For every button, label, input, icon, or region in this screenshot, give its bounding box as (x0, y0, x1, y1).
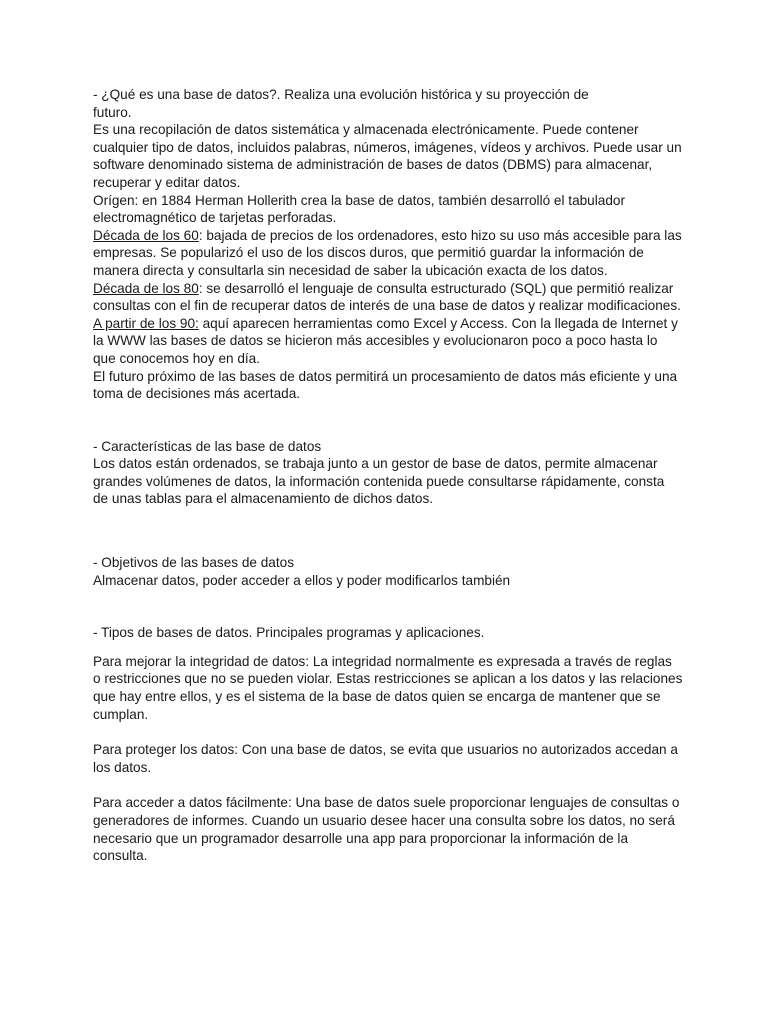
document-page (93, 86, 683, 865)
section-paragraph: Para acceder a datos fácilmente: Una base de datos suele proporcionar lenguajes de consultas o generadores de informes. Cuando un usuario desee hacer una consulta sobre los datos, no será necesario que un programador desarrolle una app para proporcionar la información de la consulta. (93, 795, 680, 864)
origin-paragraph: Orígen: en 1884 Herman Hollerith crea la base de datos, también desarrolló el tabulador electromagnético de tarjetas perforadas. (93, 192, 625, 226)
section-paragraph: Almacenar datos, poder acceder a ellos y poder modificarlos también (93, 572, 511, 588)
section-heading: - Tipos de bases de datos. Principales programas y aplicaciones. (93, 625, 485, 641)
section-heading: - Objetivos de las bases de datos (93, 555, 294, 571)
definition-paragraph: Es una recopilación de datos sistemática y almacenada electrónicamente. Puede contener cualquier tipo de datos, incluidos palabras, números, imágenes, vídeos y archivos. Puede usar un software denominado sistema de administración de bases de datos (DBMS) para almacenar, recuperar y editar datos. (93, 122, 682, 190)
decade-60-label: Década de los 60 (93, 227, 199, 243)
future-paragraph: El futuro próximo de las bases de datos permitirá un procesamiento de datos más eficiente y una toma de decisiones más acertada. (93, 368, 678, 402)
section-paragraph: Para mejorar la integridad de datos: La integridad normalmente es expresada a través de reglas o restricciones que no se pueden violar. Estas restricciones se aplican a los datos y las relaciones que hay entre ellos, y es el sistema de la base de datos quien se encarga de mantener que se cumplan. (93, 653, 683, 722)
decade-60-paragraph (93, 227, 683, 280)
decade-60-text: : bajada de precios de los ordenadores, esto hizo su uso más accesible para las empresas. Se popularizó el uso de los discos duros, que permitió guardar la información de manera directa y consultarla sin necesidad de saber la ubicación exacta de los datos. (93, 227, 682, 278)
decade-90-paragraph (93, 315, 683, 368)
section-caracteristicas (93, 438, 683, 508)
heading-line: - ¿Qué es una base de datos?. Realiza una evolución histórica y su proyección de (93, 87, 589, 102)
section-paragraph: Los datos están ordenados, se trabaja junto a un gestor de base de datos, permite almacenar grandes volúmenes de datos, la información contenida puede consultarse rápidamente, consta de unas tablas para el almacenamiento de dichos datos. (93, 456, 665, 507)
heading-line: futuro. (93, 104, 132, 120)
section-objetivos (93, 554, 683, 589)
decade-90-label: A partir de los 90: (93, 315, 199, 331)
section-heading: - Características de las base de datos (93, 438, 322, 454)
decade-80-text: : se desarrolló el lenguaje de consulta estructurado (SQL) que permitió realizar consultas con el fin de recuperar datos de interés de una base de datos y realizar modificaciones. (93, 280, 681, 314)
decade-80-label: Década de los 80 (93, 280, 199, 296)
decade-80-paragraph (93, 280, 683, 315)
section-heading (93, 86, 683, 121)
section-que-es-base-de-datos (93, 86, 683, 403)
section-tipos (93, 624, 683, 865)
section-paragraph: Para proteger los datos: Con una base de datos, se evita que usuarios no autorizados accedan a los datos. (93, 742, 678, 775)
decade-90-text: aquí aparecen herramientas como Excel y Access. Con la llegada de Internet y la WWW las bases de datos se hicieron más accesibles y evolucionaron poco a poco hasta lo que conocemos hoy en día. (93, 315, 678, 366)
